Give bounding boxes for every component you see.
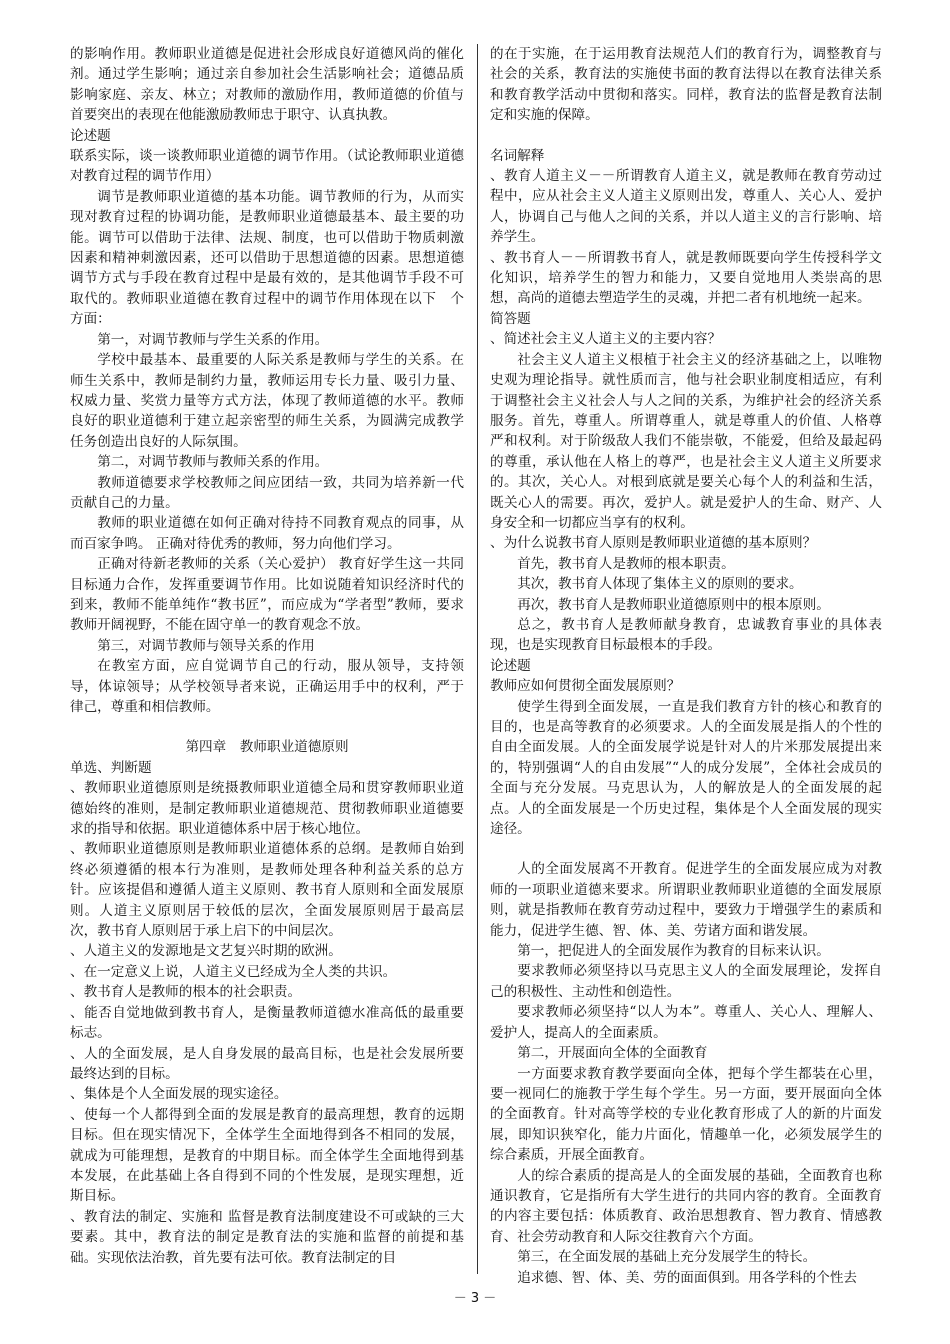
paragraph: 追求德、智、体、美、劳的面面俱到。用各学科的个性去 [517,1269,858,1286]
paragraph: 第二，对调节教师与教师关系的作用。 [97,454,329,471]
paragraph: 、使每一个人都得到全面的发展是教育的最高理想，教育的远期目标。但在现实情况下，全体学生全面地得到各不相同的发展，就成为可能理想，是教育的中期目标。而全体学生全面地得到基本发展，在此基础上各自得到不同的个性发展，是现实理想，近斯目标。 [70,1106,464,1205]
paragraph: 第四章 教师职业道德原则 [185,739,349,756]
paragraph: 使学生得到全面发展，一直是我们教育方针的核心和教育的目的，也是高等教育的必须要求。人的全面发展是指人的个性的自由全面发展。人的全面发展学说是针对人的片米那发展提出来的，特别强调“人的自由发展”“人的成分发展”，全体社会成员的全面与充分发展。马克思认为，人的解放是人的全面发展的起点。人的全面发展是一个历史过程，集体是个人全面发展的现实途径。 [490,698,882,838]
paragraph: 、教育人道主义－－所谓教育人道主义，就是教师在教育劳动过程中，应从社会主义人道主义原则出发，尊重人、关心人、爱护人，协调自己与他人之间的关系，并以人道主义的言行影响、培养学生。 [490,168,882,246]
paragraph: 的影响作用。教师职业道德是促进社会形成良好道德风尚的催化剂。通过学生影响；通过亲自参加社会生活影响社会；道德品质影响家庭、亲友、林立；对教师的激励作用，教师道德的价值与首要突出的表现在他能激励教师忠于职守、认真执教。 [70,46,464,124]
paragraph: 简答题 [490,310,531,327]
paragraph: 社会主义人道主义根植于社会主义的经济基础之上，以唯物史观为理论指导。就性质而言，他与社会职业制度相适应，有利于调整社会主义社会人与人之间的关系，为维护社会的经济关系服务。首先，尊重人。所谓尊重人，就是尊重人的价值、人格尊严和权利。对于阶级敌人我们不能崇敬，不能爱，但给及最起码的尊重，承认他在人格上的尊严，也是社会主义人道主义所要求的。其次，关心人。对根到底就是要关心每个人的利益和生活，既关心人的需要。再次，爱护人。就是爱护人的生命、财产、人身安全和一切都应当享有的权利。 [490,351,882,531]
paragraph: 名词解释 [490,147,545,164]
paragraph: 首先，教书育人是教师的根本职责。 [517,555,735,572]
paragraph: 联系实际，谈一谈教师职业道德的调节作用。（试论教师职业道德对教育过程的调节作用） [70,148,464,185]
page-number: － 3 － [453,1291,497,1306]
paragraph: 第三，对调节教师与领导关系的作用 [97,637,315,654]
paragraph: 、教书育人是教师的根本的社会职责。 [70,984,302,1001]
column-divider [477,44,478,1274]
paragraph: 、能否自觉地做到教书育人，是衡量教师道德水准高低的最重要标志。 [70,1004,464,1042]
paragraph: 再次，教书育人是教师职业道德原则中的根本原则。 [517,596,830,613]
paragraph: 教师的职业道德在如何正确对待持不同教育观点的同事，从而百家争鸣。 正确对待优秀的教师，努力向他们学习。 [70,515,464,552]
paragraph: 、教师职业道德原则是教师职业道德体系的总纲。是教师自始到终必须遵循的根本行为准则，是教师处理各种利益关系的总方针。应该提倡和遵循人道主义原则、教书育人原则和全面发展原则。人道主义原则居于较低的层次，全面发展原则居于最高层次，教书育人原则居于承上启下的中间层次。 [70,841,464,940]
paragraph: 正确对待新老教师的关系（关心爱护） 教育好学生这一共同目标通力合作，发挥重要调节作用。比如说随着知识经济时代的到来，教师不能单纯作“教书匠”，而应成为“学者型”教师，要求教师开阔视野，不能在固守单一的教育观念不放。 [70,556,464,634]
paragraph: 第三，在全面发展的基础上充分发展学生的特长。 [517,1249,817,1266]
paragraph: 第一，把促进人的全面发展作为教育的目标来认识。 [517,943,830,960]
paragraph: 的在于实施，在于运用教育法规范人们的教育行为，调整教育与社会的关系，教育法的实施使书面的教育法得以在教育法律关系和教育教学活动中贯彻和落实。同样，教育法的监督是教育法制定和实施的保障。 [490,46,882,124]
paragraph: 、教育法的制定、实施和 监督是教育法制度建设不可或缺的三大要素。其中，教育法的制定是教育法的实施和监督的前提和基础。实现依法治教，首先要有法可依。教育法制定的目 [70,1208,464,1266]
paragraph: 论述题 [490,657,531,674]
paragraph: 、人道主义的发源地是文艺复兴时期的欧洲。 [70,943,342,960]
paragraph: 、简述社会主义人道主义的主要内容？ [490,331,722,348]
right-column [490,44,882,1288]
paragraph: 、为什么说教书育人原则是教师职业道德的基本原则？ [490,535,817,552]
paragraph: 论述题 [70,127,111,144]
paragraph: 教师道德要求学校教师之间应团结一致，共同为培养新一代贡献自己的力量。 [70,474,464,511]
paragraph: 、教书育人－－所谓教书育人，就是教师既要向学生传授科学文化知识，培养学生的智力和能力，又要自觉地用人类崇高的思想，高尚的道德去塑造学生的灵魂，并把二者有机地统一起来。 [490,249,882,307]
paragraph: 、教师职业道德原则是统摄教师职业道德全局和贯穿教师职业道德始终的准则，是制定教师职业道德规范、贯彻教师职业道德要求的指导和依据。职业道德体系中居于核心地位。 [70,780,464,838]
paragraph: 调节是教师职业道德的基本功能。调节教师的行为，从而实现对教育过程的协调功能，是教师职业道德最基本、最主要的功能。调节可以借助于法律、法规、制度，也可以借助于物质刺激因素和精神刺激因素，还可以借助于思想道德的因素。思想道德调节方式与手段在教育过程中是最有效的，是其他调节手段不可取代的。教师职业道德在教育过程中的调节作用体现在以下 个方面： [70,188,464,328]
left-column [70,44,464,1268]
paragraph: 要求教师必须坚持“以人为本”。尊重人、关心人、理解人、爱护人，提高人的全面素质。 [490,1004,882,1041]
paragraph: 在教室方面，应自觉调节自己的行动，服从领导，支持领导，体谅领导；从学校领导者来说，正确运用手中的权利，严于律己，尊重和相信教师。 [70,658,464,715]
paragraph: 教师应如何贯彻全面发展原则？ [490,678,681,695]
paragraph: 一方面要求教育教学要面向全体，把每个学生都装在心里，要一视同仁的施教于学生每个学生。另一方面，要开展面向全体的全面教育。针对高等学校的专业化教育形成了人的新的片面发展，即知识狭窄化，能力片面化，情趣单一化，必须发展学生的综合素质，开展全面教育。 [490,1065,882,1164]
paragraph: 、集体是个人全面发展的现实途径。 [70,1086,288,1103]
paragraph: 总之，教书育人是教师献身教育，忠诚教育事业的具体表现，也是实现教育目标最根本的手段。 [490,616,882,654]
paragraph: 人的综合素质的提高是人的全面发展的基础，全面教育也称通识教育，它是指所有大学生进行的共同内容的教育。全面教育的内容主要包括：体质教育、政治思想教育、智力教育、情感教育、社会劳动教育和人际交往教育六个方面。 [490,1167,882,1245]
paragraph: 、人的全面发展，是人自身发展的最高目标，也是社会发展所要最终达到的目标。 [70,1045,464,1082]
paragraph: 、在一定意义上说，人道主义已经成为全人类的共识。 [70,963,397,980]
paragraph: 人的全面发展离不开教育。促进学生的全面发展应成为对教师的一项职业道德来要求。所谓职业教师职业道德的全面发展原则，就是指教师在教育劳动过程中，要致力于增强学生的素质和能力，促进学生德、智、体、美、劳诸方面和谐发展。 [490,861,882,939]
paragraph: 第一，对调节教师与学生关系的作用。 [97,331,329,348]
paragraph: 第二，开展面向全体的全面教育 [517,1045,708,1062]
paragraph: 单选、判断题 [70,759,152,776]
paragraph: 其次，教书育人体现了集体主义的原则的要求。 [517,576,803,593]
paragraph: 学校中最基本、最重要的人际关系是教师与学生的关系。在师生关系中，教师是制约力量，教师运用专长力量、吸引力量、权威力量、奖赏力量等方式方法，体现了教师道德的水平。教师良好的职业道德利于建立起亲密型的师生关系，为圆满完成教学任务创造出良好的人际氛围。 [70,352,464,450]
paragraph: 要求教师必须坚持以马克思主义人的全面发展理论，发挥自己的积极性、主动性和创造性。 [490,963,882,1000]
spacer [490,126,882,146]
spacer [490,839,882,859]
